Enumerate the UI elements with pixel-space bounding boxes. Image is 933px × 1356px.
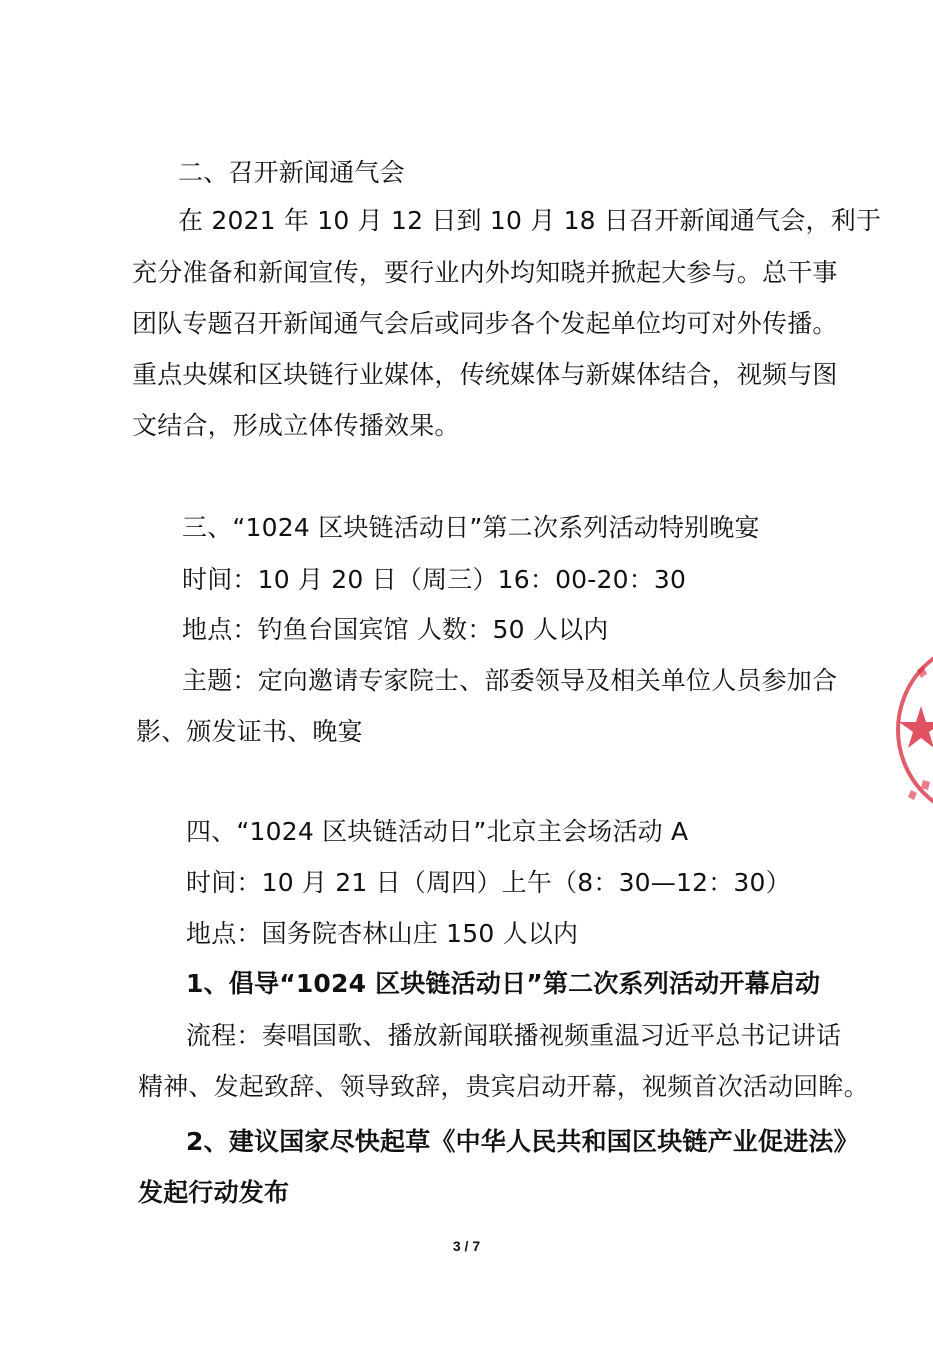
section-4-item-1-flow-line-1: 流程：奏唱国歌、播放新闻联播视频重温习近平总书记讲话: [186, 1021, 842, 1050]
section-2-line-4: 重点央媒和区块链行业媒体，传统媒体与新媒体结合，视频与图: [132, 360, 838, 389]
section-3-theme-line-2: 影、颁发证书、晚宴: [136, 717, 363, 746]
section-4-heading: 四、“1024 区块链活动日”北京主会场活动 A: [186, 817, 689, 846]
section-4-item-1-flow-line-2: 精神、发起致辞、领导致辞，贵宾启动开幕，视频首次活动回眸。: [138, 1072, 869, 1101]
section-3-theme-line-1: 主题：定向邀请专家院士、部委领导及相关单位人员参加合: [182, 666, 838, 695]
section-4-place: 地点：国务院杏林山庄 150 人以内: [186, 919, 579, 948]
section-3-time: 时间：10 月 20 日（周三）16：00-20：30: [182, 565, 687, 594]
section-4-time: 时间：10 月 21 日（周四）上午（8：30—12：30）: [186, 868, 791, 897]
section-2-heading: 二、召开新闻通气会: [178, 158, 405, 187]
section-2-line-2: 充分准备和新闻宣传，要行业内外均知晓并掀起大参与。总干事: [132, 258, 838, 287]
section-2-line-1: 在 2021 年 10 月 12 日到 10 月 18 日召开新闻通气会，利于: [178, 206, 882, 235]
section-4-item-2-title-line-1: 2、建议国家尽快起草《中华人民共和国区块链产业促进法》: [186, 1127, 859, 1156]
section-2-line-5: 文结合，形成立体传播效果。: [132, 411, 460, 440]
official-seal-stamp: [893, 630, 933, 830]
section-2-line-3: 团队专题召开新闻通气会后或同步各个发起单位均可对外传播。: [132, 309, 838, 338]
seal-graphic: [893, 630, 933, 830]
section-3-place: 地点：钓鱼台国宾馆 人数：50 人以内: [182, 615, 609, 644]
page-number: 3 / 7: [452, 1238, 481, 1254]
section-4-item-1-title: 1、倡导“1024 区块链活动日”第二次系列活动开幕启动: [186, 969, 821, 998]
section-3-heading: 三、“1024 区块链活动日”第二次系列活动特别晚宴: [182, 513, 760, 542]
section-4-item-2-title-line-2: 发起行动发布: [138, 1178, 290, 1207]
